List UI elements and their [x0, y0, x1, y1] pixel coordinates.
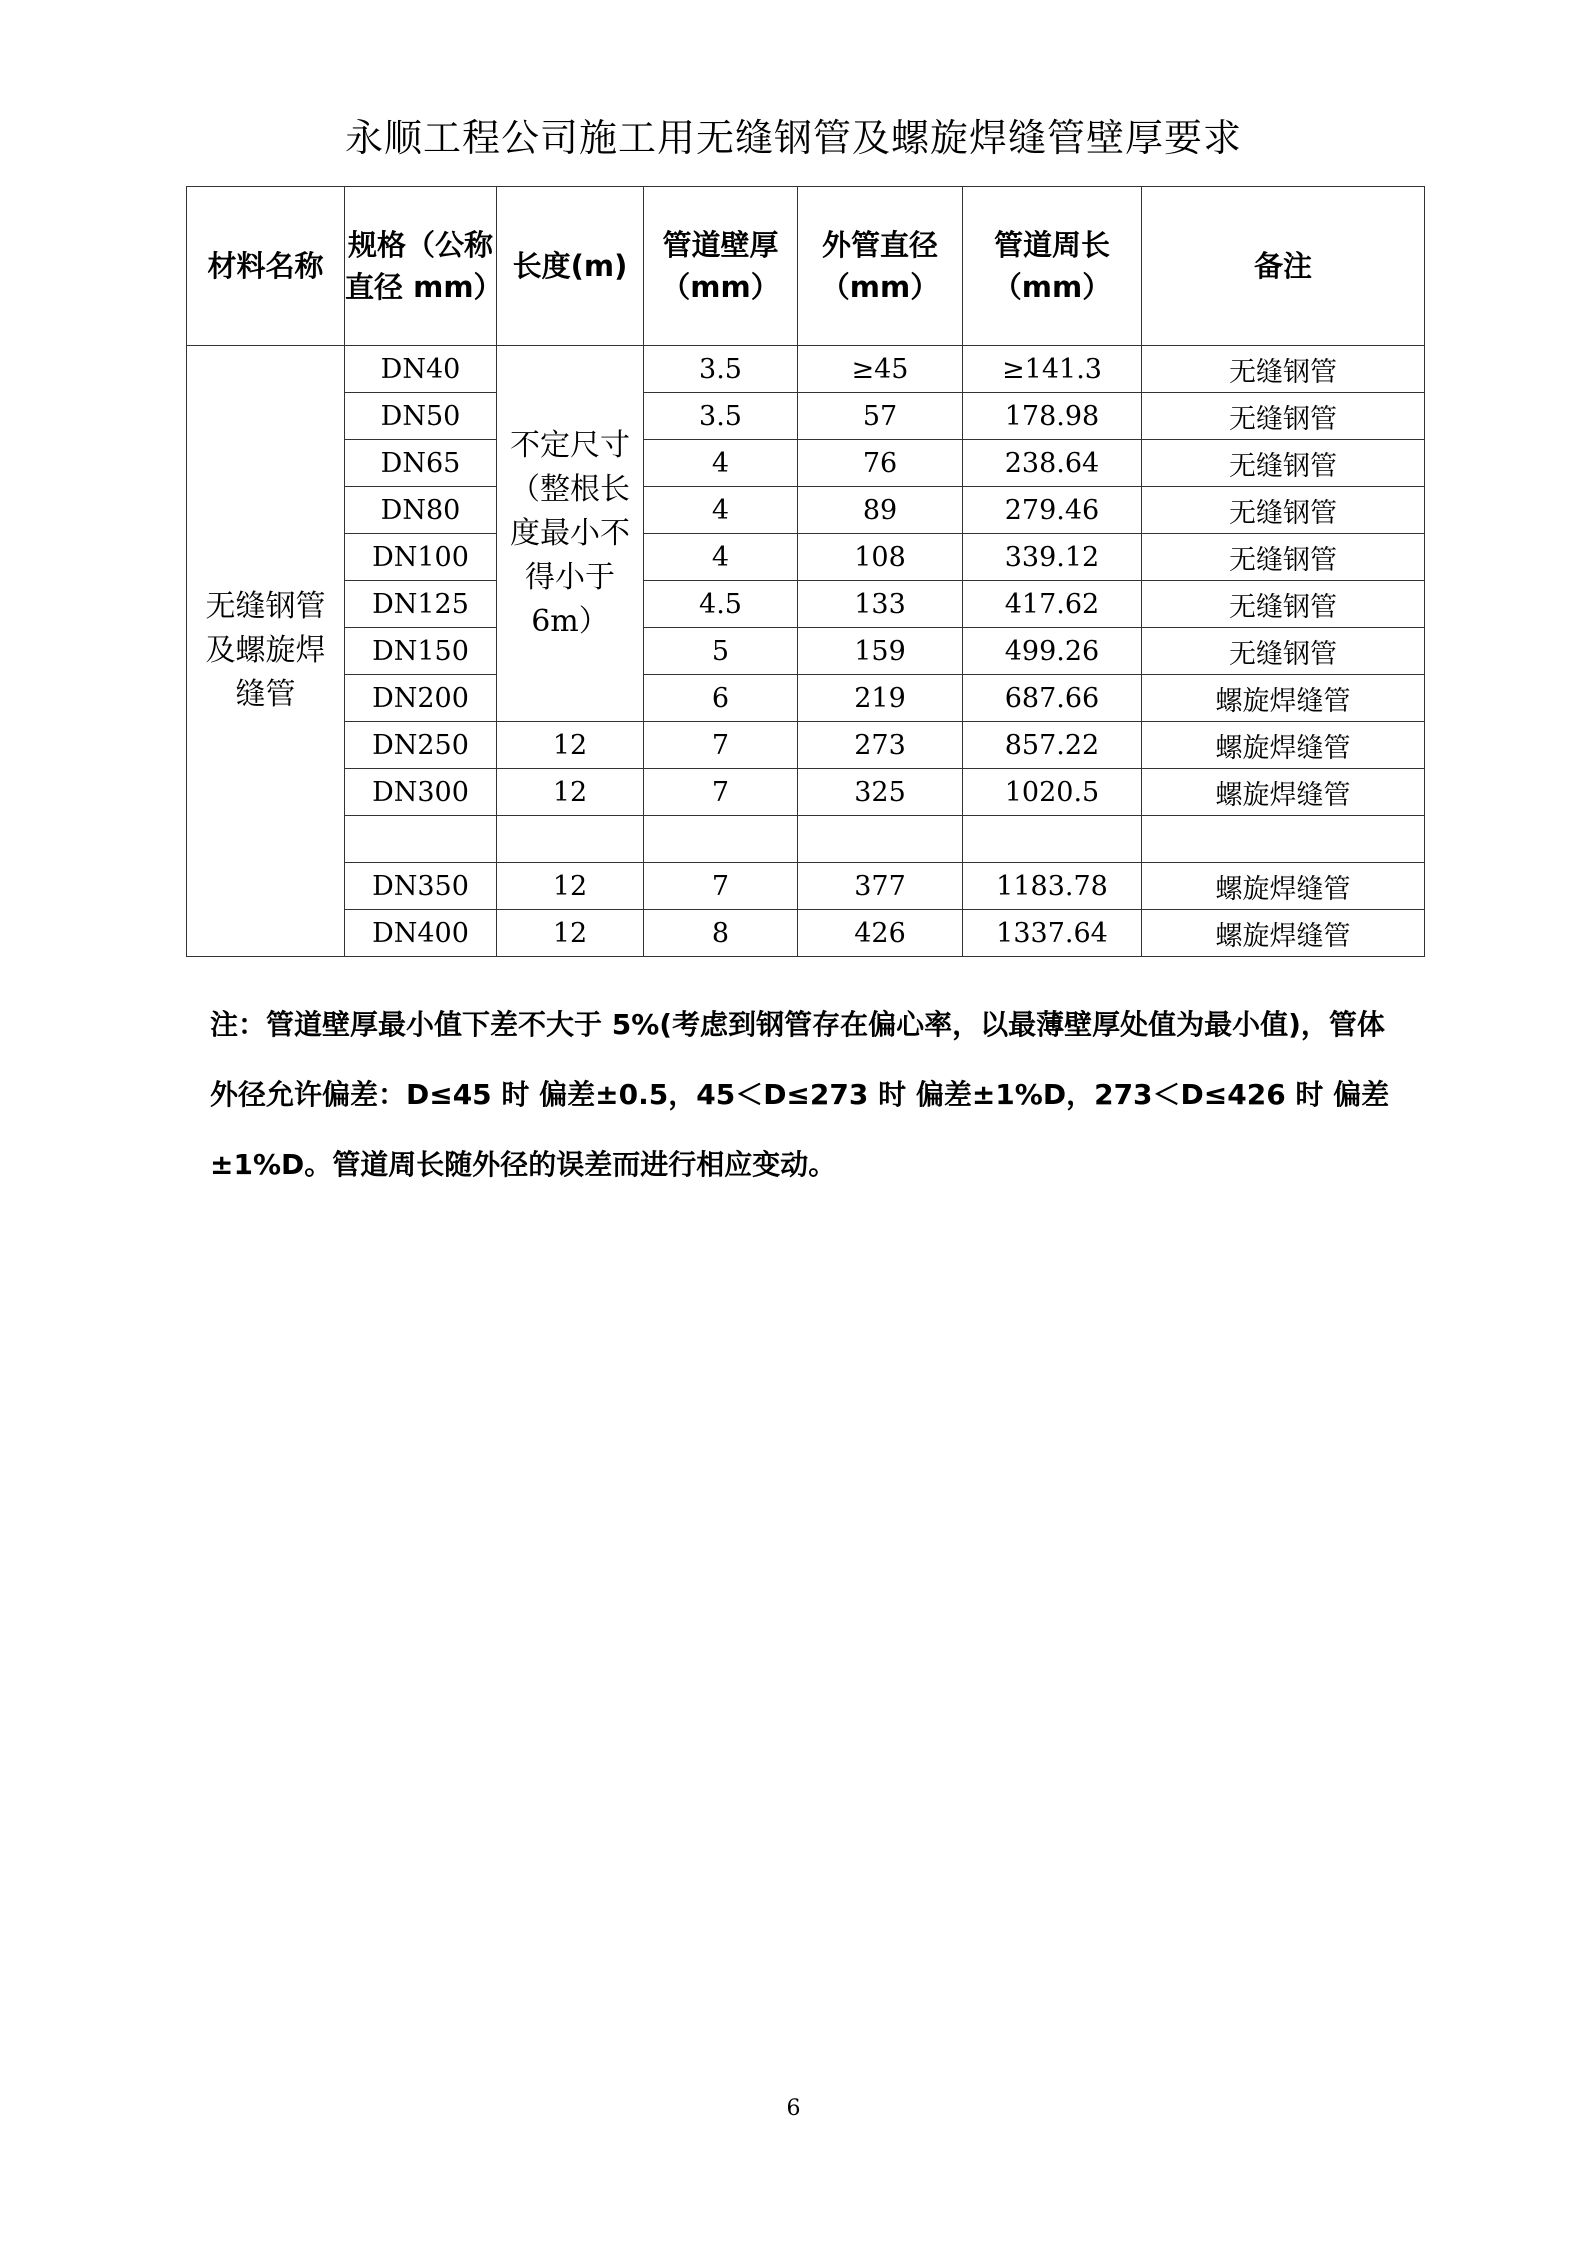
table-row: [187, 581, 1425, 628]
remark-cell: 无缝钢管: [1142, 534, 1425, 581]
remark-cell: 无缝钢管: [1142, 440, 1425, 487]
pipe-spec-table: [186, 186, 1425, 957]
spec-cell: DN250: [345, 722, 497, 769]
remark-cell: 螺旋焊缝管: [1142, 863, 1425, 910]
diameter-cell: 108: [798, 534, 963, 581]
diameter-cell: 219: [798, 675, 963, 722]
length-note: 不定尺寸（整根长度最小不得小于6m）: [510, 427, 630, 639]
perimeter-cell: 1183.78: [963, 863, 1142, 910]
perimeter-cell: 857.22: [963, 722, 1142, 769]
table-row: [187, 487, 1425, 534]
table-row: [187, 393, 1425, 440]
thickness-cell: 3.5: [644, 346, 798, 393]
diameter-cell: ≥45: [798, 346, 963, 393]
remark-cell: 螺旋焊缝管: [1142, 910, 1425, 957]
diameter-cell: 325: [798, 769, 963, 816]
header-spec: 规格（公称直径 mm）: [345, 187, 497, 346]
perimeter-cell: 178.98: [963, 393, 1142, 440]
thickness-cell: 8: [644, 910, 798, 957]
thickness-cell: 4: [644, 487, 798, 534]
perimeter-cell: ≥141.3: [963, 346, 1142, 393]
length-cell: 12: [497, 910, 644, 957]
spec-cell: DN300: [345, 769, 497, 816]
thickness-cell: 6: [644, 675, 798, 722]
perimeter-cell: 339.12: [963, 534, 1142, 581]
length-cell: 12: [497, 722, 644, 769]
diameter-cell: 377: [798, 863, 963, 910]
perimeter-cell: 687.66: [963, 675, 1142, 722]
perimeter-cell: [963, 816, 1142, 863]
diameter-cell: 89: [798, 487, 963, 534]
remark-cell: [1142, 816, 1425, 863]
thickness-cell: 4: [644, 440, 798, 487]
tolerance-note: 注：管道壁厚最小值下差不大于 5%(考虑到钢管存在偏心率，以最薄壁厚处值为最小值)，管体外径允许偏差：D≤45 时 偏差±0.5，45＜D≤273 时 偏差±1%D，273＜D≤426 时 偏差±1%D。管道周长随外径的误差而进行相应变动。: [210, 1008, 1390, 1181]
thickness-cell: 4: [644, 534, 798, 581]
spec-cell: DN65: [345, 440, 497, 487]
remark-cell: 无缝钢管: [1142, 628, 1425, 675]
thickness-cell: 4.5: [644, 581, 798, 628]
perimeter-cell: 279.46: [963, 487, 1142, 534]
header-diameter: 外管直径（mm）: [798, 187, 963, 346]
table-row: [187, 863, 1425, 910]
spec-cell: DN125: [345, 581, 497, 628]
thickness-cell: [644, 816, 798, 863]
remark-cell: 螺旋焊缝管: [1142, 769, 1425, 816]
page-title: 永顺工程公司施工用无缝钢管及螺旋焊缝管壁厚要求: [344, 116, 1242, 160]
diameter-cell: 76: [798, 440, 963, 487]
material-name: 无缝钢管及螺旋焊缝管: [205, 589, 326, 712]
remark-cell: 无缝钢管: [1142, 581, 1425, 628]
spec-cell: DN80: [345, 487, 497, 534]
spec-cell: DN40: [345, 346, 497, 393]
spec-cell: DN400: [345, 910, 497, 957]
table-header-row: [187, 187, 1425, 346]
thickness-cell: 7: [644, 769, 798, 816]
table-row: [187, 440, 1425, 487]
remark-cell: 无缝钢管: [1142, 346, 1425, 393]
length-cell: 12: [497, 769, 644, 816]
length-cell: [497, 816, 644, 863]
header-thickness: 管道壁厚（mm）: [644, 187, 798, 346]
table-row: [187, 628, 1425, 675]
spec-cell: DN200: [345, 675, 497, 722]
material-name-cell: [187, 346, 345, 957]
table-row: [187, 675, 1425, 722]
diameter-cell: 159: [798, 628, 963, 675]
diameter-cell: 426: [798, 910, 963, 957]
remark-cell: 无缝钢管: [1142, 487, 1425, 534]
table-row: [187, 346, 1425, 393]
perimeter-cell: 499.26: [963, 628, 1142, 675]
header-material: 材料名称: [187, 187, 345, 346]
table-row: [187, 722, 1425, 769]
spec-cell: [345, 816, 497, 863]
spec-cell: DN350: [345, 863, 497, 910]
thickness-cell: 3.5: [644, 393, 798, 440]
length-cell: 12: [497, 863, 644, 910]
remark-cell: 螺旋焊缝管: [1142, 722, 1425, 769]
diameter-cell: 57: [798, 393, 963, 440]
thickness-cell: 5: [644, 628, 798, 675]
diameter-cell: [798, 816, 963, 863]
diameter-cell: 273: [798, 722, 963, 769]
remark-cell: 螺旋焊缝管: [1142, 675, 1425, 722]
diameter-cell: 133: [798, 581, 963, 628]
perimeter-cell: 238.64: [963, 440, 1142, 487]
page-number: 6: [786, 2096, 801, 2121]
header-remark: 备注: [1142, 187, 1425, 346]
thickness-cell: 7: [644, 722, 798, 769]
perimeter-cell: 1337.64: [963, 910, 1142, 957]
header-perimeter: 管道周长（mm）: [963, 187, 1142, 346]
header-length: 长度(m): [497, 187, 644, 346]
spec-cell: DN150: [345, 628, 497, 675]
spec-cell: DN50: [345, 393, 497, 440]
table-row-empty: [187, 816, 1425, 863]
spec-cell: DN100: [345, 534, 497, 581]
table-row: [187, 769, 1425, 816]
perimeter-cell: 1020.5: [963, 769, 1142, 816]
perimeter-cell: 417.62: [963, 581, 1142, 628]
table-row: [187, 910, 1425, 957]
length-note-cell: [497, 346, 644, 722]
remark-cell: 无缝钢管: [1142, 393, 1425, 440]
thickness-cell: 7: [644, 863, 798, 910]
table-row: [187, 534, 1425, 581]
